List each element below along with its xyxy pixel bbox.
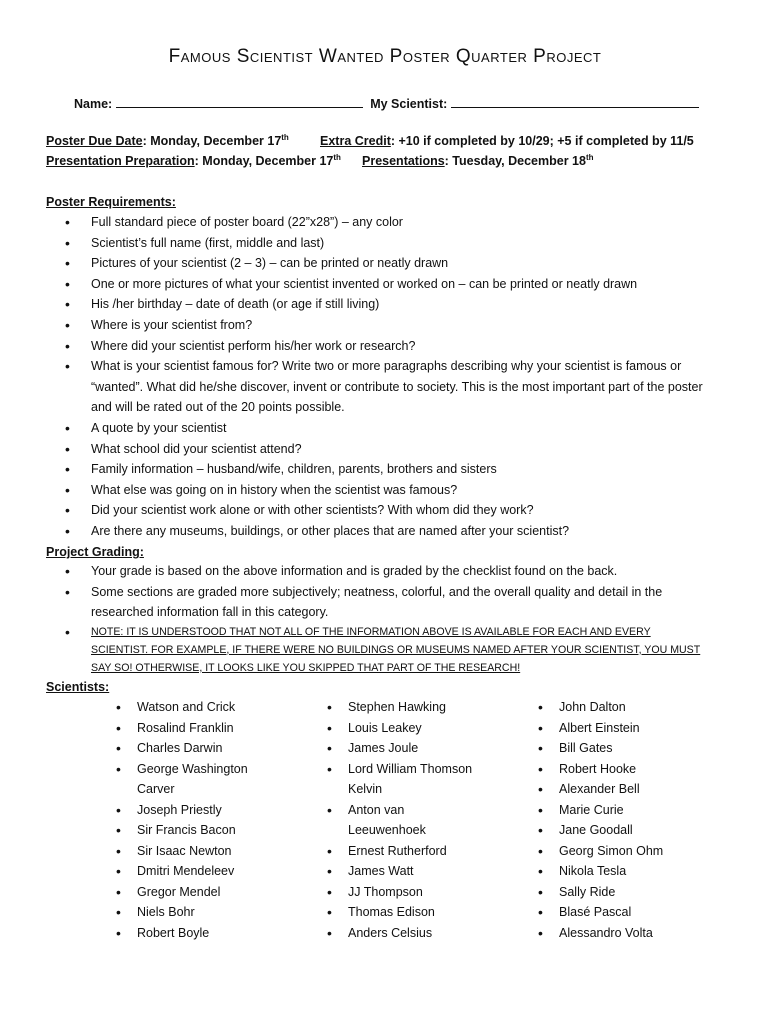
list-item: • Sally Ride [534, 882, 734, 903]
extra-credit-value: : +10 if completed by 10/29; +5 if completed by 11/5 [390, 134, 694, 148]
presentation-row [46, 153, 594, 168]
my-scientist-label: My Scientist: [370, 97, 448, 111]
list-item: • Did your scientist work alone or with other scientists? With whom did they work? [46, 500, 726, 521]
list-item: • Robert Boyle [112, 923, 272, 944]
list-item: • Blasé Pascal [534, 902, 734, 923]
list-item: • James Joule [323, 738, 473, 759]
list-item: • Alessandro Volta [534, 923, 734, 944]
poster-requirements-heading: Poster Requirements: [46, 195, 176, 209]
list-item: • Louis Leakey [323, 718, 473, 739]
presentation-prep-suffix: th [333, 153, 341, 162]
list-item: • Robert Hooke [534, 759, 734, 780]
list-item: • George Washington Carver [112, 759, 272, 800]
poster-due-date-value: : Monday, December 17 [142, 134, 282, 148]
name-blank-line[interactable] [116, 95, 363, 108]
project-grading-list [46, 561, 726, 677]
presentations-suffix: th [585, 153, 594, 162]
list-item: • JJ Thompson [323, 882, 473, 903]
list-item: • Family information – husband/wife, children, parents, brothers and sisters [46, 459, 726, 480]
list-item: • Marie Curie [534, 800, 734, 821]
list-item: • Dmitri Mendeleev [112, 861, 272, 882]
list-item: • Thomas Edison [323, 902, 473, 923]
scientists-column-3 [534, 697, 734, 943]
list-item: • Gregor Mendel [112, 882, 272, 903]
presentations-label: Presentations [362, 154, 445, 168]
list-item: • What else was going on in history when the scientist was famous? [46, 480, 726, 501]
list-item: • Anton van Leeuwenhoek [323, 800, 473, 841]
list-item: • Nikola Tesla [534, 861, 734, 882]
poster-requirements-list [46, 212, 726, 542]
list-item: • Niels Bohr [112, 902, 272, 923]
list-item: • James Watt [323, 861, 473, 882]
list-item: • Alexander Bell [534, 779, 734, 800]
list-item: • Are there any museums, buildings, or other places that are named after your scientist? [46, 521, 726, 542]
list-item: • Albert Einstein [534, 718, 734, 739]
list-item: • Your grade is based on the above information and is graded by the checklist found on the back. [46, 561, 726, 582]
list-item: • Joseph Priestly [112, 800, 272, 821]
list-item: • Full standard piece of poster board (22”x28”) – any color [46, 212, 726, 233]
list-item: • Charles Darwin [112, 738, 272, 759]
presentation-prep-label: Presentation Preparation [46, 154, 195, 168]
list-item: • Stephen Hawking [323, 697, 473, 718]
extra-credit-label: Extra Credit [320, 134, 391, 148]
list-item: • John Dalton [534, 697, 734, 718]
list-item: • Pictures of your scientist (2 – 3) – can be printed or neatly drawn [46, 253, 726, 274]
extra-credit [320, 134, 694, 148]
list-item: • Watson and Crick [112, 697, 272, 718]
list-item: • Where did your scientist perform his/her work or research? [46, 336, 726, 357]
list-item: • His /her birthday – date of death (or age if still living) [46, 294, 726, 315]
due-date-row [46, 133, 694, 148]
list-item: • Jane Goodall [534, 820, 734, 841]
list-item: • Bill Gates [534, 738, 734, 759]
poster-due-date-label: Poster Due Date [46, 134, 143, 148]
list-item: • A quote by your scientist [46, 418, 726, 439]
list-item: • Sir Francis Bacon [112, 820, 272, 841]
presentation-prep-value: : Monday, December 17 [194, 154, 334, 168]
scientists-column-2 [323, 697, 473, 943]
list-item: • One or more pictures of what your scientist invented or worked on – can be printed or neatly drawn [46, 274, 726, 295]
poster-due-date-suffix: th [281, 133, 289, 142]
list-item: • Rosalind Franklin [112, 718, 272, 739]
list-item: • Scientist’s full name (first, middle and last) [46, 233, 726, 254]
list-item: • Sir Isaac Newton [112, 841, 272, 862]
list-item: • Georg Simon Ohm [534, 841, 734, 862]
list-item: • What is your scientist famous for? Write two or more paragraphs describing why your scientist is famous or “wanted”. What did he/she discover, invent or contribute to society. This is the most important part of the poster and will be rated out of the 20 points possible. [46, 356, 703, 418]
scientists-column-1 [112, 697, 272, 943]
list-item: • Ernest Rutherford [323, 841, 473, 862]
page-title: Famous Scientist Wanted Poster Quarter Project [168, 46, 602, 67]
list-item: • Some sections are graded more subjectively; neatness, colorful, and the overall quality and detail in the researched information fall in this category. [46, 582, 703, 623]
list-item: • Anders Celsius [323, 923, 473, 944]
list-item: • Lord William Thomson Kelvin [323, 759, 473, 800]
name-row [74, 95, 699, 111]
list-item: • What school did your scientist attend? [46, 439, 726, 460]
presentations-value: : Tuesday, December 18 [444, 154, 586, 168]
scientists-heading: Scientists: [46, 680, 110, 694]
grading-note: • NOTE: IT IS UNDERSTOOD THAT NOT ALL OF THE INFORMATION ABOVE IS AVAILABLE FOR EACH AND EVERY SCIENTIST. FOR EXAMPLE, IF THERE WERE NO BUILDINGS OR MUSEUMS NAMED AFTER YOUR SCIENTIST, YOU MUST SAY SO! OTHERWISE, IT LOOKS LIKE YOU SKIPPED THAT PART OF THE RESEARCH! [46, 623, 703, 677]
list-item: • Where is your scientist from? [46, 315, 726, 336]
my-scientist-blank-line[interactable] [451, 95, 699, 108]
project-grading-heading: Project Grading: [46, 545, 144, 559]
presentations [362, 154, 594, 168]
name-label: Name: [74, 97, 113, 111]
